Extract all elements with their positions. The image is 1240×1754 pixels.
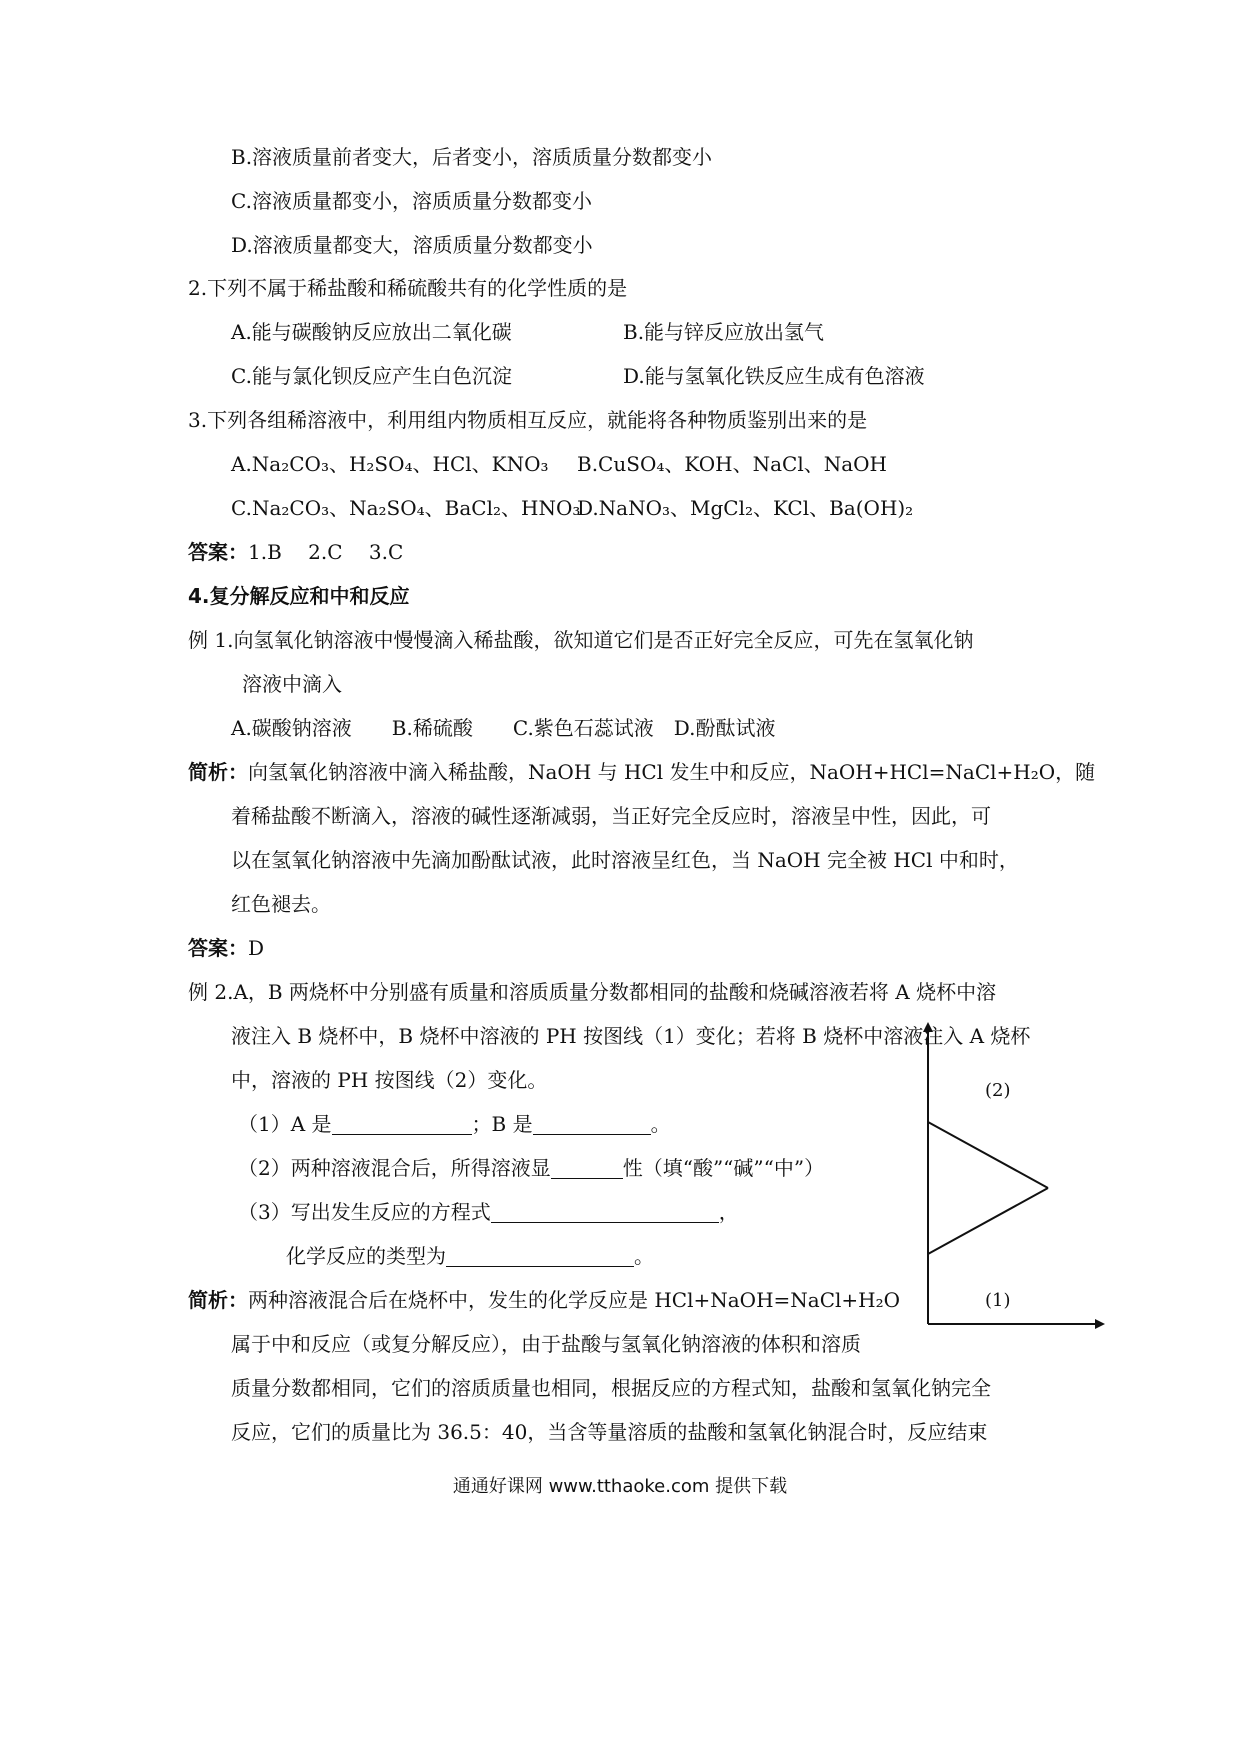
answer-label: 答案： bbox=[188, 540, 248, 564]
q2-stem: 2.下列不属于稀盐酸和稀硫酸共有的化学性质的是 bbox=[188, 276, 628, 300]
ex2-line1: 例 2.A，B 两烧杯中分别盛有质量和溶质质量分数都相同的盐酸和烧碱溶液若将 A 烧杯中溶 bbox=[188, 980, 997, 1004]
q2-option-b: B.能与锌反应放出氢气 bbox=[623, 320, 825, 344]
q3-stem: 3.下列各组稀溶液中，利用组内物质相互反应，就能将各种物质鉴别出来的是 bbox=[188, 408, 868, 432]
answer-label: 答案： bbox=[188, 936, 248, 960]
q-text: ；B 是 bbox=[471, 1112, 533, 1136]
q-text: （1）A 是 bbox=[238, 1112, 332, 1136]
q1-option-c: C.溶液质量都变小，溶质质量分数都变小 bbox=[231, 189, 592, 213]
ex2-line2: 液注入 B 烧杯中，B 烧杯中溶液的 PH 按图线（1）变化；若将 B 烧杯中溶液注入 A 烧杯 bbox=[231, 1024, 1031, 1048]
analysis-text: 向氢氧化钠溶液中滴入稀盐酸，NaOH 与 HCl 发生中和反应，NaOH+HCl=NaCl+H₂O，随 bbox=[248, 760, 1096, 784]
answer-text: 1.B 2.C 3.C bbox=[248, 540, 404, 564]
analysis1-line3: 以在氢氧化钠溶液中先滴加酚酞试液，此时溶液呈红色，当 NaOH 完全被 HCl 中和时， bbox=[231, 848, 1019, 872]
q3-option-d: D.NaNO₃、MgCl₂、KCl、Ba(OH)₂ bbox=[577, 496, 914, 520]
q1-option-d: D.溶液质量都变大，溶质质量分数都变小 bbox=[231, 233, 593, 257]
analysis1-line1 bbox=[188, 757, 1095, 787]
footer: 通通好课网 www.tthaoke.com 提供下载 bbox=[452, 1476, 788, 1497]
ex2-question-4 bbox=[286, 1241, 654, 1271]
blank-reaction-type[interactable] bbox=[446, 1244, 634, 1267]
curve-1 bbox=[928, 1188, 1048, 1254]
blank-b[interactable] bbox=[533, 1112, 651, 1135]
q-text: ， bbox=[718, 1200, 739, 1224]
answer-text: D bbox=[248, 936, 265, 960]
q2-option-c: C.能与氯化钡反应产生白色沉淀 bbox=[231, 364, 512, 388]
analysis2-line3: 质量分数都相同，它们的溶质质量也相同，根据反应的方程式知，盐酸和氢氧化钠完全 bbox=[231, 1376, 991, 1400]
ex1-line1: 例 1.向氢氧化钠溶液中慢慢滴入稀盐酸，欲知道它们是否正好完全反应，可先在氢氧化钠 bbox=[188, 628, 974, 652]
section-heading: 4.复分解反应和中和反应 bbox=[188, 584, 410, 608]
curve-2 bbox=[928, 1122, 1048, 1188]
q2-option-d: D.能与氢氧化铁反应生成有色溶液 bbox=[623, 364, 925, 388]
blank-nature[interactable] bbox=[551, 1156, 623, 1179]
q-text: （2）两种溶液混合后，所得溶液显 bbox=[238, 1156, 551, 1180]
ex1-options: A.碳酸钠溶液 B.稀硫酸 C.紫色石蕊试液 D.酚酞试液 bbox=[231, 716, 776, 740]
answer-2 bbox=[188, 933, 264, 963]
ex2-question-2 bbox=[238, 1153, 824, 1183]
q-text: （3）写出发生反应的方程式 bbox=[238, 1200, 491, 1224]
blank-a[interactable] bbox=[332, 1112, 472, 1135]
q3-option-b: B.CuSO₄、KOH、NaCl、NaOH bbox=[577, 452, 887, 476]
q3-option-c: C.Na₂CO₃、Na₂SO₄、BaCl₂、HNO₃ bbox=[231, 496, 581, 520]
q-text: 化学反应的类型为 bbox=[286, 1244, 446, 1268]
q-text: 性（填“酸”“碱”“中”） bbox=[622, 1156, 825, 1180]
ex2-line3: 中，溶液的 PH 按图线（2）变化。 bbox=[231, 1068, 548, 1092]
q-text: 。 bbox=[650, 1112, 671, 1136]
analysis1-line2: 着稀盐酸不断滴入，溶液的碱性逐渐减弱，当正好完全反应时，溶液呈中性，因此，可 bbox=[231, 804, 991, 828]
analysis2-line1 bbox=[188, 1285, 900, 1315]
analysis-label: 简析： bbox=[188, 760, 248, 784]
blank-equation[interactable] bbox=[491, 1200, 719, 1223]
analysis2-line2: 属于中和反应（或复分解反应），由于盐酸与氢氧化钠溶液的体积和溶质 bbox=[231, 1332, 861, 1356]
analysis2-line4: 反应，它们的质量比为 36.5：40，当含等量溶质的盐酸和氢氧化钠混合时，反应结束 bbox=[231, 1420, 988, 1444]
analysis-text: 两种溶液混合后在烧杯中，发生的化学反应是 HCl+NaOH=NaCl+H₂O bbox=[248, 1288, 901, 1312]
q1-option-b: B.溶液质量前者变大，后者变小，溶质质量分数都变小 bbox=[231, 145, 713, 169]
q-text: 。 bbox=[634, 1244, 654, 1268]
graph-label-1: (1) bbox=[985, 1290, 1011, 1311]
analysis1-line4: 红色褪去。 bbox=[231, 892, 331, 916]
ex2-question-3 bbox=[238, 1197, 739, 1227]
ex1-line2: 溶液中滴入 bbox=[242, 672, 342, 696]
analysis-label: 简析： bbox=[188, 1288, 248, 1312]
q3-option-a: A.Na₂CO₃、H₂SO₄、HCl、KNO₃ bbox=[231, 452, 549, 476]
graph-label-2: (2) bbox=[985, 1080, 1011, 1101]
ex2-question-1 bbox=[238, 1109, 671, 1139]
q2-option-a: A.能与碳酸钠反应放出二氧化碳 bbox=[231, 320, 512, 344]
answer-1 bbox=[188, 537, 403, 567]
